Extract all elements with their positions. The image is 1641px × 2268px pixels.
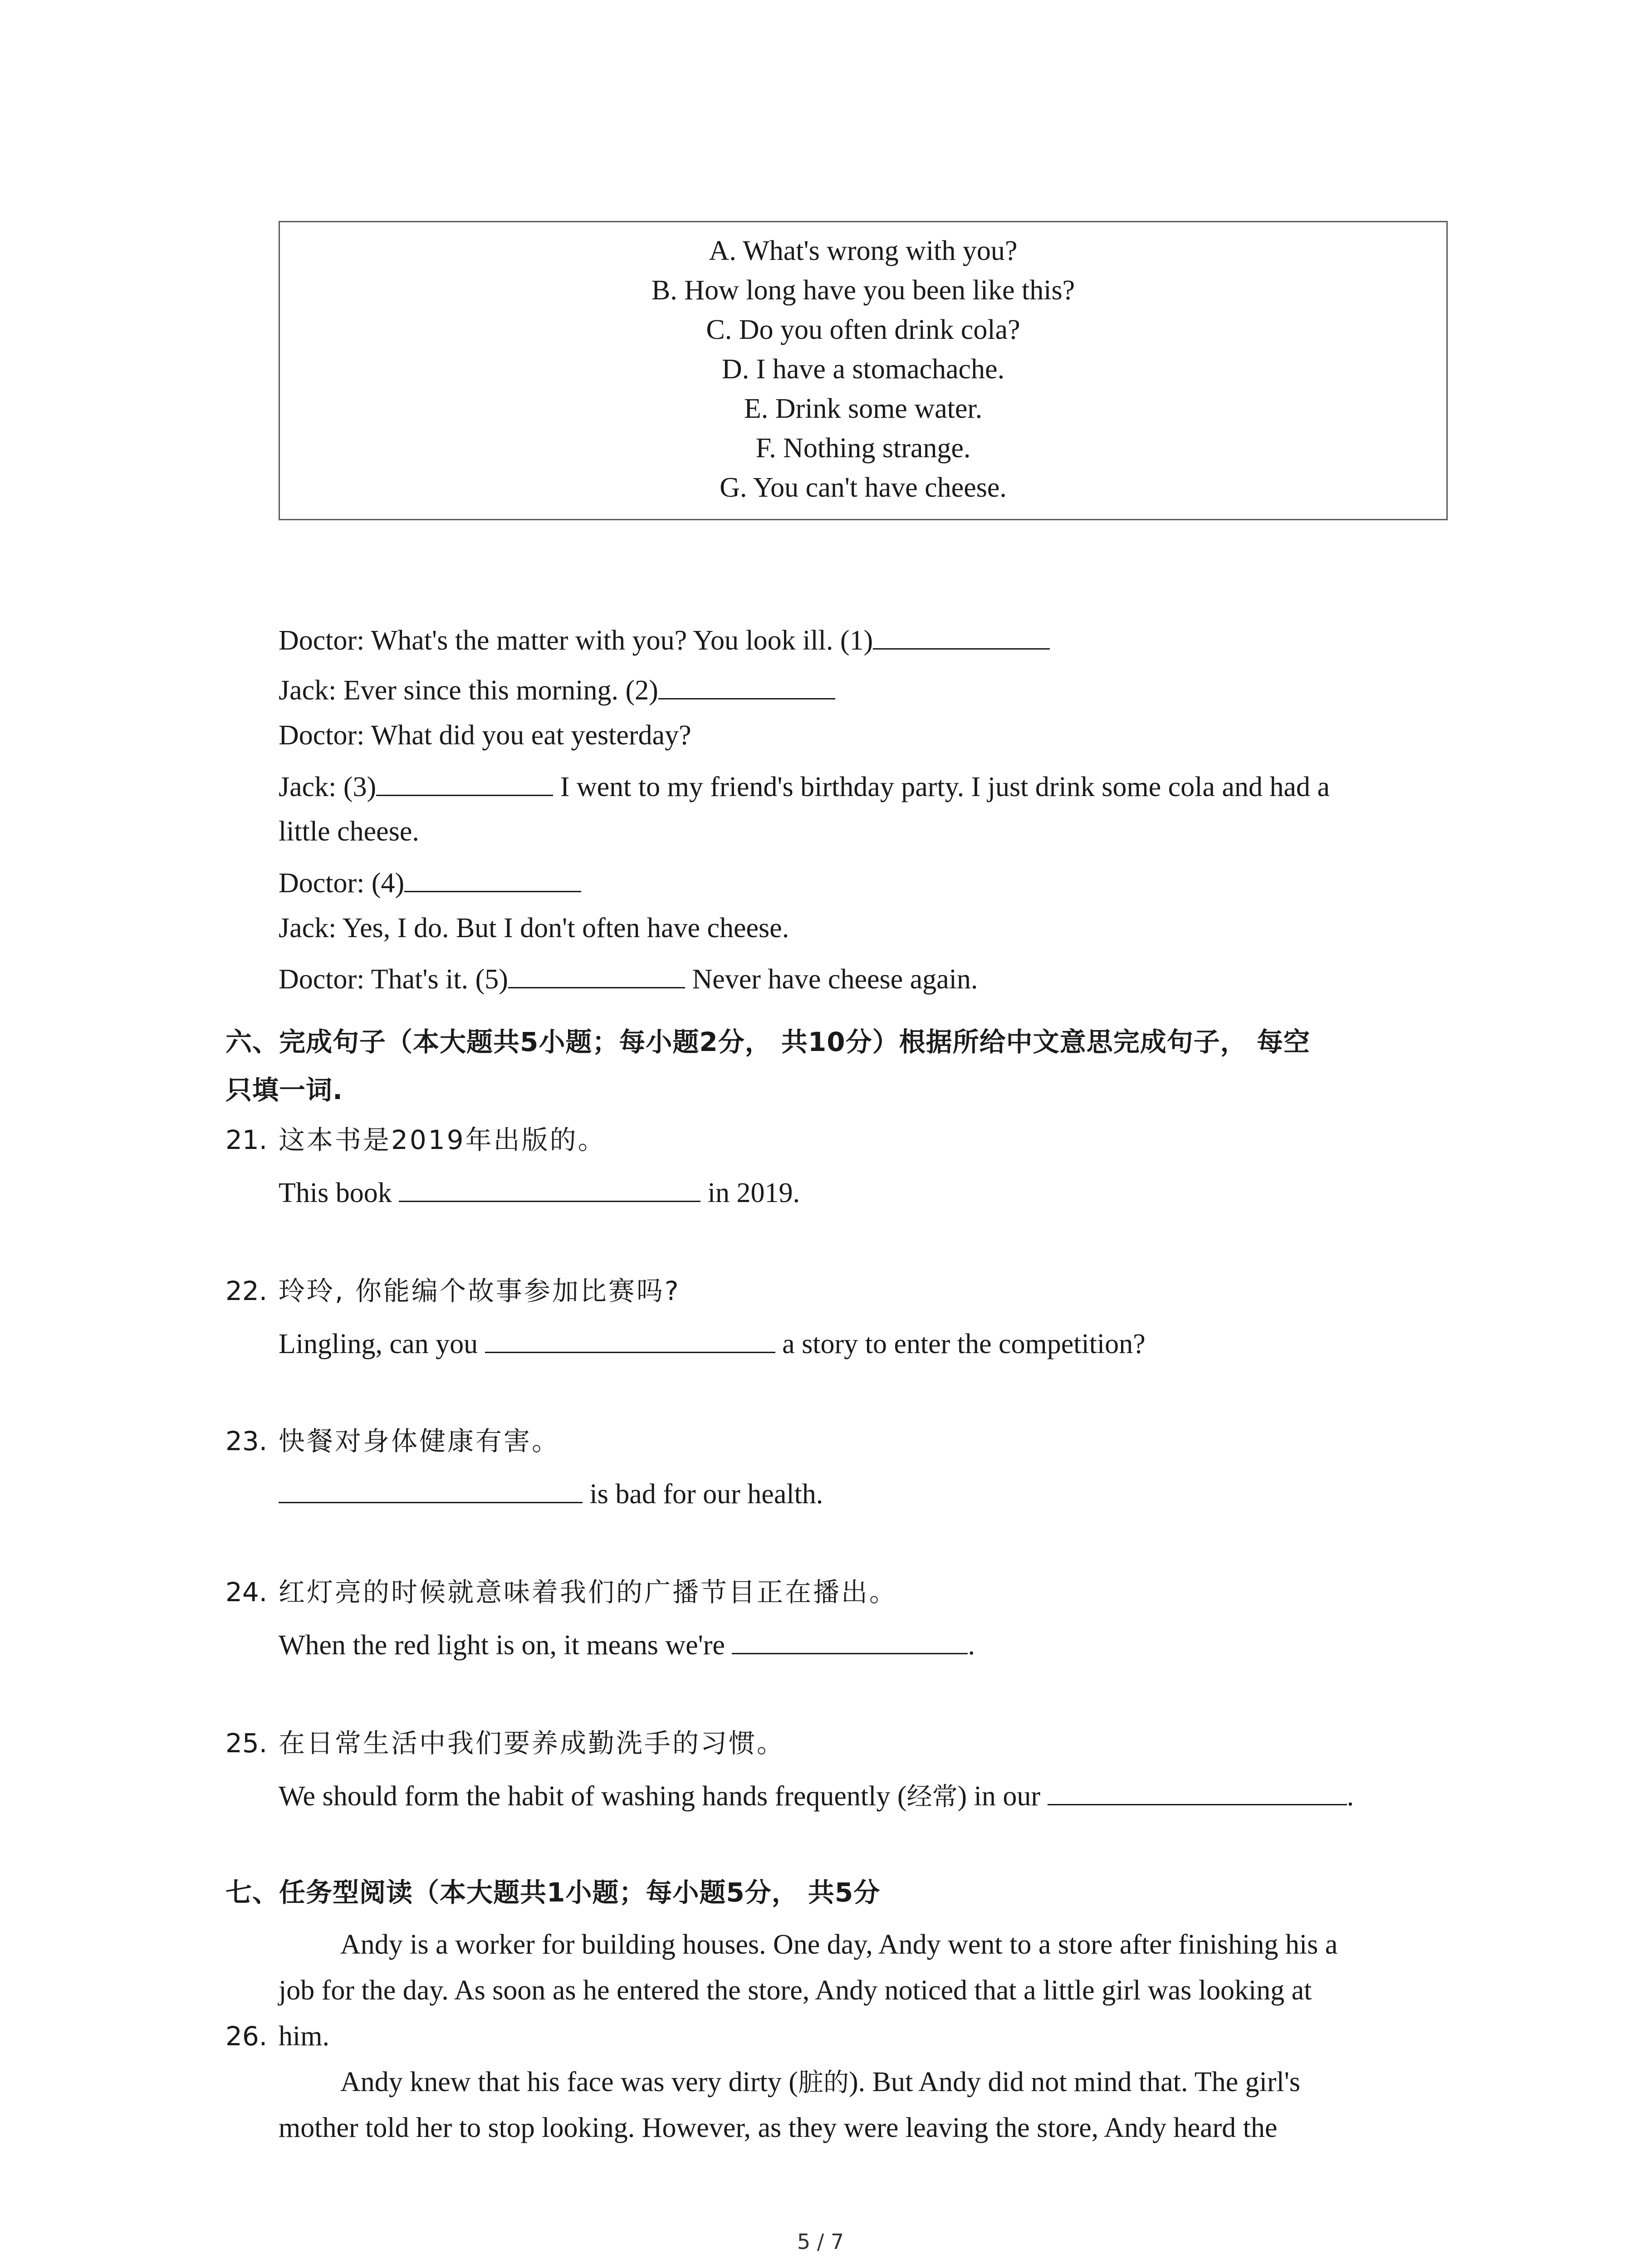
blank-21[interactable] xyxy=(399,1175,700,1202)
option-d: D. I have a stomachache. xyxy=(721,354,1005,385)
dialogue-line-1 xyxy=(279,623,1050,656)
question-chinese: 这本书是2019年出版的。 xyxy=(279,1124,606,1155)
question-number: 23. xyxy=(225,1426,268,1457)
blank-25[interactable] xyxy=(1048,1779,1347,1805)
page-number: 5 / 7 xyxy=(797,2229,844,2254)
blank-2[interactable] xyxy=(658,673,835,699)
option-g: G. You can't have cheese. xyxy=(720,472,1007,503)
dialogue-text: Doctor: (4) xyxy=(279,868,405,899)
section-7-heading: 七、任务型阅读（本大题共1小题；每小题5分， 共5分 xyxy=(225,1877,881,1908)
sentence-chinese-gloss: 经常 xyxy=(906,1782,958,1812)
dialogue-text: I went to my friend's birthday party. I just drink some cola and had a xyxy=(553,772,1330,802)
passage-line: him. xyxy=(279,2021,329,2052)
question-23-sentence xyxy=(279,1476,823,1510)
question-number: 24. xyxy=(225,1577,268,1608)
dialogue-text: Jack: (3) xyxy=(279,772,377,802)
options-box xyxy=(279,221,1448,520)
question-chinese: 快餐对身体健康有害。 xyxy=(279,1426,560,1457)
sentence-text: . xyxy=(968,1630,975,1661)
blank-1[interactable] xyxy=(873,623,1050,650)
sentence-text: a story to enter the competition? xyxy=(775,1329,1146,1359)
section-6-heading-cont: 只填一词. xyxy=(225,1075,343,1105)
question-number: 21. xyxy=(225,1124,268,1155)
dialogue-line-5: little cheese. xyxy=(279,816,419,847)
question-chinese: 红灯亮的时候就意味着我们的广播节目正在播出。 xyxy=(279,1577,898,1608)
option-c: C. Do you often drink cola? xyxy=(706,314,1020,345)
blank-4[interactable] xyxy=(404,865,581,892)
option-f: F. Nothing strange. xyxy=(755,433,971,464)
question-number: 26. xyxy=(225,2021,268,2052)
option-b: B. How long have you been like this? xyxy=(651,275,1075,306)
passage-line: job for the day. As soon as he entered the store, Andy noticed that a little girl was looking at xyxy=(279,1975,1312,2006)
option-a: A. What's wrong with you? xyxy=(709,235,1018,266)
passage-text: Andy knew that his face was very dirty ( xyxy=(340,2067,798,2097)
dialogue-line-4 xyxy=(279,769,1330,803)
blank-5[interactable] xyxy=(508,962,685,988)
passage-line: mother told her to stop looking. However, as they were leaving the store, Andy heard the xyxy=(279,2112,1278,2143)
dialogue-line-8 xyxy=(279,962,978,995)
dialogue-text: Never have cheese again. xyxy=(685,964,978,995)
sentence-text: in 2019. xyxy=(700,1178,800,1208)
blank-23[interactable] xyxy=(279,1476,583,1503)
blank-24[interactable] xyxy=(732,1628,968,1654)
question-chinese: 在日常生活中我们要养成勤洗手的习惯。 xyxy=(279,1728,785,1759)
question-25-sentence xyxy=(279,1779,1354,1813)
dialogue-line-3: Doctor: What did you eat yesterday? xyxy=(279,720,691,751)
sentence-text: Lingling, can you xyxy=(279,1329,485,1359)
sentence-text: is bad for our health. xyxy=(583,1479,823,1510)
sentence-text: When the red light is on, it means we're xyxy=(279,1630,732,1661)
sentence-text: We should form the habit of washing hands frequently ( xyxy=(279,1781,907,1812)
dialogue-text: Doctor: That's it. (5) xyxy=(279,964,508,995)
option-e: E. Drink some water. xyxy=(744,393,983,424)
question-chinese: 玲玲, 你能编个故事参加比赛吗? xyxy=(279,1276,681,1306)
question-number: 22. xyxy=(225,1276,268,1306)
sentence-text: This book xyxy=(279,1178,399,1208)
dialogue-line-7: Jack: Yes, I do. But I don't often have cheese. xyxy=(279,913,789,943)
sentence-text: ) in our xyxy=(957,1781,1048,1812)
passage-text: ). But Andy did not mind that. The girl's xyxy=(848,2067,1301,2097)
question-22-sentence xyxy=(279,1326,1146,1360)
sentence-text: . xyxy=(1347,1781,1354,1812)
dialogue-text: Doctor: What's the matter with you? You look ill. (1) xyxy=(279,625,873,656)
question-number: 25. xyxy=(225,1728,268,1759)
blank-3[interactable] xyxy=(376,769,553,796)
dialogue-text: Jack: Ever since this morning. (2) xyxy=(279,675,658,706)
passage-line xyxy=(340,2066,1300,2099)
question-24-sentence xyxy=(279,1628,975,1661)
blank-22[interactable] xyxy=(485,1326,775,1353)
dialogue-line-6 xyxy=(279,865,581,899)
section-6-heading: 六、完成句子（本大题共5小题；每小题2分， 共10分）根据所给中文意思完成句子， 每空 xyxy=(225,1026,1310,1057)
question-21-sentence xyxy=(279,1175,800,1209)
passage-chinese-gloss: 脏的 xyxy=(798,2068,849,2097)
passage-line: Andy is a worker for building houses. One day, Andy went to a store after finishing his a xyxy=(340,1929,1338,1960)
dialogue-line-2 xyxy=(279,673,835,706)
